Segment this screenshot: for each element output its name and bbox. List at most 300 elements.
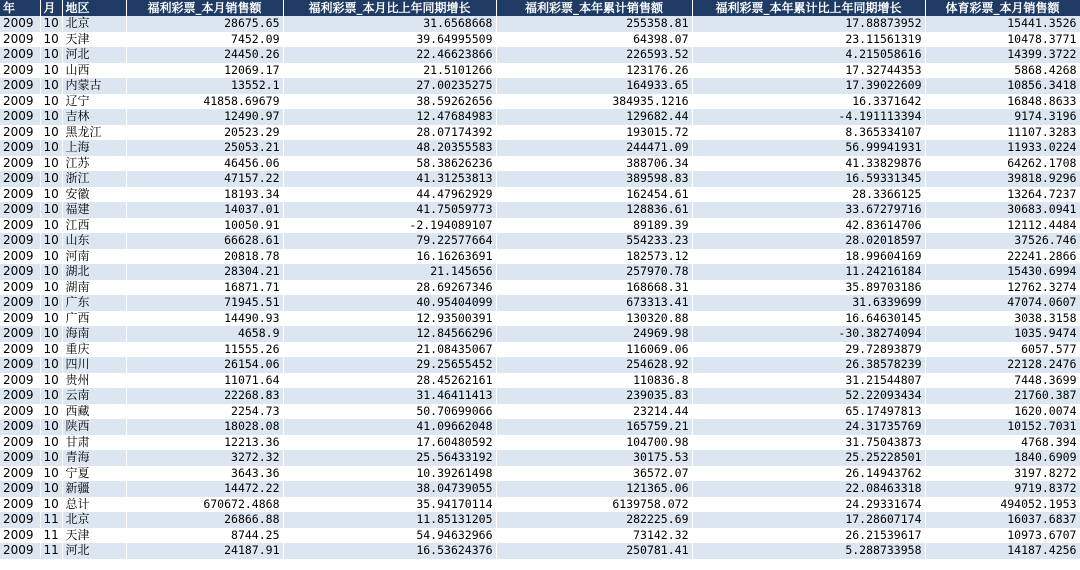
cell-region[interactable]: 新疆	[62, 481, 126, 497]
table-row[interactable]	[0, 481, 1080, 497]
cell-welfare-ytd-sales[interactable]: 239035.83	[496, 388, 692, 404]
cell-welfare-month-sales[interactable]: 12069.17	[126, 63, 283, 79]
cell-region[interactable]: 河南	[62, 249, 126, 265]
cell-sports-month-sales[interactable]: 9174.3196	[925, 109, 1080, 125]
cell-month[interactable]: 10	[40, 295, 62, 311]
cell-welfare-ytd-sales[interactable]: 226593.52	[496, 47, 692, 63]
cell-sports-month-sales[interactable]: 15430.6994	[925, 264, 1080, 280]
cell-month[interactable]: 10	[40, 47, 62, 63]
column-header-welfare-ytd-yoy[interactable]: 福利彩票_本年累计比上年同期增长	[692, 0, 925, 16]
column-header-welfare-month-yoy[interactable]: 福利彩票_本月比上年同期增长	[283, 0, 496, 16]
cell-region[interactable]: 浙江	[62, 171, 126, 187]
cell-welfare-month-sales[interactable]: 14472.22	[126, 481, 283, 497]
cell-welfare-month-yoy[interactable]: 10.39261498	[283, 466, 496, 482]
cell-sports-month-sales[interactable]: 1840.6909	[925, 450, 1080, 466]
cell-welfare-ytd-sales[interactable]: 165759.21	[496, 419, 692, 435]
cell-region[interactable]: 江西	[62, 218, 126, 234]
cell-welfare-month-yoy[interactable]: 38.59262656	[283, 94, 496, 110]
table-row[interactable]	[0, 16, 1080, 32]
cell-welfare-month-sales[interactable]: 26154.06	[126, 357, 283, 373]
cell-region[interactable]: 陕西	[62, 419, 126, 435]
cell-welfare-ytd-yoy[interactable]: 26.21539617	[692, 528, 925, 544]
table-row[interactable]	[0, 357, 1080, 373]
table-row[interactable]	[0, 342, 1080, 358]
cell-welfare-month-sales[interactable]: 3643.36	[126, 466, 283, 482]
cell-welfare-ytd-sales[interactable]: 89189.39	[496, 218, 692, 234]
cell-month[interactable]: 10	[40, 450, 62, 466]
cell-welfare-ytd-yoy[interactable]: 35.89703186	[692, 280, 925, 296]
cell-year[interactable]: 2009	[0, 125, 40, 141]
cell-month[interactable]: 10	[40, 435, 62, 451]
cell-welfare-month-yoy[interactable]: 28.07174392	[283, 125, 496, 141]
cell-year[interactable]: 2009	[0, 326, 40, 342]
cell-welfare-ytd-yoy[interactable]: 17.32744353	[692, 63, 925, 79]
cell-year[interactable]: 2009	[0, 512, 40, 528]
cell-welfare-ytd-sales[interactable]: 384935.1216	[496, 94, 692, 110]
cell-month[interactable]: 10	[40, 140, 62, 156]
cell-region[interactable]: 贵州	[62, 373, 126, 389]
cell-welfare-month-yoy[interactable]: -2.194089107	[283, 218, 496, 234]
cell-welfare-ytd-sales[interactable]: 282225.69	[496, 512, 692, 528]
table-row[interactable]	[0, 78, 1080, 94]
cell-year[interactable]: 2009	[0, 373, 40, 389]
cell-welfare-ytd-yoy[interactable]: 4.215058616	[692, 47, 925, 63]
table-row[interactable]	[0, 450, 1080, 466]
table-row[interactable]	[0, 404, 1080, 420]
cell-sports-month-sales[interactable]: 22241.2866	[925, 249, 1080, 265]
cell-region[interactable]: 天津	[62, 32, 126, 48]
table-row[interactable]	[0, 435, 1080, 451]
cell-region[interactable]: 吉林	[62, 109, 126, 125]
cell-welfare-month-yoy[interactable]: 22.46623866	[283, 47, 496, 63]
cell-region[interactable]: 云南	[62, 388, 126, 404]
cell-welfare-ytd-sales[interactable]: 182573.12	[496, 249, 692, 265]
table-row[interactable]	[0, 218, 1080, 234]
cell-welfare-month-sales[interactable]: 28675.65	[126, 16, 283, 32]
cell-welfare-month-sales[interactable]: 10050.91	[126, 218, 283, 234]
cell-month[interactable]: 11	[40, 543, 62, 559]
cell-welfare-ytd-sales[interactable]: 36572.07	[496, 466, 692, 482]
cell-year[interactable]: 2009	[0, 140, 40, 156]
cell-welfare-month-sales[interactable]: 41858.69679	[126, 94, 283, 110]
cell-welfare-ytd-sales[interactable]: 123176.26	[496, 63, 692, 79]
cell-welfare-month-yoy[interactable]: 48.20355583	[283, 140, 496, 156]
cell-welfare-ytd-sales[interactable]: 130320.88	[496, 311, 692, 327]
column-header-welfare-month-sales[interactable]: 福利彩票_本月销售额	[126, 0, 283, 16]
cell-welfare-month-sales[interactable]: 8744.25	[126, 528, 283, 544]
cell-welfare-ytd-sales[interactable]: 24969.98	[496, 326, 692, 342]
cell-sports-month-sales[interactable]: 30683.0941	[925, 202, 1080, 218]
table-row[interactable]	[0, 543, 1080, 559]
cell-welfare-month-sales[interactable]: 26866.88	[126, 512, 283, 528]
cell-welfare-month-sales[interactable]: 11555.26	[126, 342, 283, 358]
table-row[interactable]	[0, 280, 1080, 296]
table-row[interactable]	[0, 388, 1080, 404]
cell-welfare-month-sales[interactable]: 71945.51	[126, 295, 283, 311]
cell-welfare-month-sales[interactable]: 670672.4868	[126, 497, 283, 513]
cell-month[interactable]: 10	[40, 233, 62, 249]
table-row[interactable]	[0, 311, 1080, 327]
cell-welfare-month-yoy[interactable]: 28.69267346	[283, 280, 496, 296]
cell-region[interactable]: 北京	[62, 16, 126, 32]
cell-month[interactable]: 10	[40, 373, 62, 389]
cell-month[interactable]: 10	[40, 466, 62, 482]
cell-region[interactable]: 青海	[62, 450, 126, 466]
cell-sports-month-sales[interactable]: 64262.1708	[925, 156, 1080, 172]
cell-region[interactable]: 海南	[62, 326, 126, 342]
cell-welfare-ytd-sales[interactable]: 244471.09	[496, 140, 692, 156]
table-row[interactable]	[0, 140, 1080, 156]
cell-region[interactable]: 河北	[62, 543, 126, 559]
cell-welfare-ytd-yoy[interactable]: 8.365334107	[692, 125, 925, 141]
cell-welfare-month-yoy[interactable]: 31.46411413	[283, 388, 496, 404]
cell-welfare-ytd-sales[interactable]: 129682.44	[496, 109, 692, 125]
cell-welfare-ytd-sales[interactable]: 168668.31	[496, 280, 692, 296]
cell-region[interactable]: 河北	[62, 47, 126, 63]
cell-welfare-month-sales[interactable]: 18193.34	[126, 187, 283, 203]
cell-year[interactable]: 2009	[0, 466, 40, 482]
cell-welfare-ytd-yoy[interactable]: 16.59331345	[692, 171, 925, 187]
cell-welfare-ytd-sales[interactable]: 255358.81	[496, 16, 692, 32]
cell-month[interactable]: 10	[40, 218, 62, 234]
cell-welfare-ytd-sales[interactable]: 110836.8	[496, 373, 692, 389]
cell-year[interactable]: 2009	[0, 450, 40, 466]
cell-sports-month-sales[interactable]: 3038.3158	[925, 311, 1080, 327]
cell-region[interactable]: 山西	[62, 63, 126, 79]
cell-year[interactable]: 2009	[0, 47, 40, 63]
cell-month[interactable]: 10	[40, 16, 62, 32]
cell-welfare-ytd-yoy[interactable]: 24.29331674	[692, 497, 925, 513]
cell-welfare-month-yoy[interactable]: 50.70699066	[283, 404, 496, 420]
cell-month[interactable]: 10	[40, 187, 62, 203]
cell-welfare-month-yoy[interactable]: 16.53624376	[283, 543, 496, 559]
cell-welfare-ytd-yoy[interactable]: 11.24216184	[692, 264, 925, 280]
cell-welfare-ytd-yoy[interactable]: 18.99604169	[692, 249, 925, 265]
cell-month[interactable]: 10	[40, 404, 62, 420]
table-row[interactable]	[0, 419, 1080, 435]
cell-region[interactable]: 总计	[62, 497, 126, 513]
cell-welfare-ytd-yoy[interactable]: 65.17497813	[692, 404, 925, 420]
cell-year[interactable]: 2009	[0, 109, 40, 125]
cell-welfare-ytd-yoy[interactable]: 16.3371642	[692, 94, 925, 110]
cell-year[interactable]: 2009	[0, 16, 40, 32]
column-header-year[interactable]: 年	[0, 0, 40, 16]
cell-welfare-ytd-yoy[interactable]: 26.14943762	[692, 466, 925, 482]
cell-sports-month-sales[interactable]: 10152.7031	[925, 419, 1080, 435]
cell-region[interactable]: 广东	[62, 295, 126, 311]
cell-year[interactable]: 2009	[0, 435, 40, 451]
cell-year[interactable]: 2009	[0, 342, 40, 358]
cell-region[interactable]: 安徽	[62, 187, 126, 203]
table-row[interactable]	[0, 466, 1080, 482]
cell-year[interactable]: 2009	[0, 280, 40, 296]
cell-year[interactable]: 2009	[0, 156, 40, 172]
cell-welfare-ytd-sales[interactable]: 254628.92	[496, 357, 692, 373]
cell-welfare-ytd-yoy[interactable]: 31.6339699	[692, 295, 925, 311]
cell-welfare-ytd-yoy[interactable]: 17.88873952	[692, 16, 925, 32]
cell-month[interactable]: 10	[40, 249, 62, 265]
table-row[interactable]	[0, 497, 1080, 513]
cell-welfare-month-yoy[interactable]: 12.84566296	[283, 326, 496, 342]
cell-year[interactable]: 2009	[0, 295, 40, 311]
cell-region[interactable]: 广西	[62, 311, 126, 327]
cell-year[interactable]: 2009	[0, 357, 40, 373]
table-row[interactable]	[0, 233, 1080, 249]
cell-welfare-ytd-yoy[interactable]: 5.288733958	[692, 543, 925, 559]
cell-welfare-ytd-yoy[interactable]: 29.72893879	[692, 342, 925, 358]
cell-welfare-month-yoy[interactable]: 21.145656	[283, 264, 496, 280]
cell-month[interactable]: 10	[40, 481, 62, 497]
table-row[interactable]	[0, 249, 1080, 265]
cell-welfare-month-sales[interactable]: 14490.93	[126, 311, 283, 327]
cell-welfare-month-yoy[interactable]: 41.09662048	[283, 419, 496, 435]
table-row[interactable]	[0, 528, 1080, 544]
cell-month[interactable]: 10	[40, 357, 62, 373]
cell-welfare-month-sales[interactable]: 11071.64	[126, 373, 283, 389]
cell-year[interactable]: 2009	[0, 311, 40, 327]
cell-welfare-month-sales[interactable]: 28304.21	[126, 264, 283, 280]
cell-welfare-month-sales[interactable]: 12490.97	[126, 109, 283, 125]
cell-welfare-ytd-sales[interactable]: 6139758.072	[496, 497, 692, 513]
cell-welfare-month-yoy[interactable]: 41.75059773	[283, 202, 496, 218]
cell-welfare-ytd-yoy[interactable]: 31.21544807	[692, 373, 925, 389]
column-header-region[interactable]: 地区	[62, 0, 126, 16]
cell-month[interactable]: 10	[40, 326, 62, 342]
cell-year[interactable]: 2009	[0, 233, 40, 249]
cell-welfare-month-sales[interactable]: 66628.61	[126, 233, 283, 249]
cell-welfare-month-yoy[interactable]: 17.60480592	[283, 435, 496, 451]
cell-welfare-month-sales[interactable]: 14037.01	[126, 202, 283, 218]
cell-welfare-ytd-yoy[interactable]: 56.99941931	[692, 140, 925, 156]
cell-year[interactable]: 2009	[0, 78, 40, 94]
cell-month[interactable]: 11	[40, 528, 62, 544]
cell-welfare-month-sales[interactable]: 13552.1	[126, 78, 283, 94]
cell-welfare-month-yoy[interactable]: 11.85131205	[283, 512, 496, 528]
cell-month[interactable]: 10	[40, 94, 62, 110]
cell-year[interactable]: 2009	[0, 419, 40, 435]
cell-sports-month-sales[interactable]: 11933.0224	[925, 140, 1080, 156]
cell-welfare-ytd-sales[interactable]: 162454.61	[496, 187, 692, 203]
cell-region[interactable]: 重庆	[62, 342, 126, 358]
cell-sports-month-sales[interactable]: 1620.0074	[925, 404, 1080, 420]
cell-sports-month-sales[interactable]: 5868.4268	[925, 63, 1080, 79]
cell-welfare-ytd-sales[interactable]: 128836.61	[496, 202, 692, 218]
cell-welfare-ytd-yoy[interactable]: 17.39022609	[692, 78, 925, 94]
cell-welfare-month-yoy[interactable]: 79.22577664	[283, 233, 496, 249]
cell-sports-month-sales[interactable]: 14399.3722	[925, 47, 1080, 63]
cell-welfare-ytd-yoy[interactable]: 28.02018597	[692, 233, 925, 249]
cell-sports-month-sales[interactable]: 11107.3283	[925, 125, 1080, 141]
cell-sports-month-sales[interactable]: 7448.3699	[925, 373, 1080, 389]
cell-welfare-month-yoy[interactable]: 12.47684983	[283, 109, 496, 125]
cell-year[interactable]: 2009	[0, 249, 40, 265]
cell-welfare-ytd-sales[interactable]: 389598.83	[496, 171, 692, 187]
cell-month[interactable]: 10	[40, 280, 62, 296]
cell-welfare-month-yoy[interactable]: 21.5101266	[283, 63, 496, 79]
cell-welfare-month-yoy[interactable]: 31.6568668	[283, 16, 496, 32]
cell-welfare-month-sales[interactable]: 25053.21	[126, 140, 283, 156]
cell-sports-month-sales[interactable]: 21760.387	[925, 388, 1080, 404]
cell-sports-month-sales[interactable]: 9719.8372	[925, 481, 1080, 497]
table-row[interactable]	[0, 94, 1080, 110]
cell-welfare-month-sales[interactable]: 2254.73	[126, 404, 283, 420]
cell-month[interactable]: 10	[40, 63, 62, 79]
cell-sports-month-sales[interactable]: 15441.3526	[925, 16, 1080, 32]
table-row[interactable]	[0, 125, 1080, 141]
cell-sports-month-sales[interactable]: 16848.8633	[925, 94, 1080, 110]
cell-welfare-ytd-sales[interactable]: 388706.34	[496, 156, 692, 172]
table-row[interactable]	[0, 264, 1080, 280]
cell-year[interactable]: 2009	[0, 63, 40, 79]
cell-sports-month-sales[interactable]: 10856.3418	[925, 78, 1080, 94]
cell-welfare-month-yoy[interactable]: 40.95404099	[283, 295, 496, 311]
cell-welfare-ytd-yoy[interactable]: 26.38578239	[692, 357, 925, 373]
cell-welfare-month-yoy[interactable]: 39.64995509	[283, 32, 496, 48]
table-row[interactable]	[0, 512, 1080, 528]
table-row[interactable]	[0, 326, 1080, 342]
table-row[interactable]	[0, 171, 1080, 187]
cell-year[interactable]: 2009	[0, 543, 40, 559]
table-row[interactable]	[0, 47, 1080, 63]
table-row[interactable]	[0, 373, 1080, 389]
cell-welfare-ytd-yoy[interactable]: 31.75043873	[692, 435, 925, 451]
cell-sports-month-sales[interactable]: 6057.577	[925, 342, 1080, 358]
cell-sports-month-sales[interactable]: 4768.394	[925, 435, 1080, 451]
cell-region[interactable]: 江苏	[62, 156, 126, 172]
cell-region[interactable]: 山东	[62, 233, 126, 249]
cell-welfare-ytd-sales[interactable]: 116069.06	[496, 342, 692, 358]
cell-sports-month-sales[interactable]: 16037.6837	[925, 512, 1080, 528]
cell-welfare-ytd-yoy[interactable]: 24.31735769	[692, 419, 925, 435]
cell-welfare-month-yoy[interactable]: 12.93500391	[283, 311, 496, 327]
cell-month[interactable]: 10	[40, 419, 62, 435]
cell-region[interactable]: 湖北	[62, 264, 126, 280]
cell-region[interactable]: 湖南	[62, 280, 126, 296]
cell-welfare-ytd-yoy[interactable]: 16.64630145	[692, 311, 925, 327]
cell-welfare-month-yoy[interactable]: 27.00235275	[283, 78, 496, 94]
cell-year[interactable]: 2009	[0, 202, 40, 218]
cell-month[interactable]: 10	[40, 32, 62, 48]
cell-welfare-month-yoy[interactable]: 58.38626236	[283, 156, 496, 172]
cell-welfare-month-sales[interactable]: 46456.06	[126, 156, 283, 172]
cell-region[interactable]: 四川	[62, 357, 126, 373]
cell-welfare-ytd-yoy[interactable]: 41.33829876	[692, 156, 925, 172]
cell-region[interactable]: 甘肃	[62, 435, 126, 451]
cell-region[interactable]: 天津	[62, 528, 126, 544]
cell-month[interactable]: 10	[40, 264, 62, 280]
cell-sports-month-sales[interactable]: 1035.9474	[925, 326, 1080, 342]
cell-region[interactable]: 北京	[62, 512, 126, 528]
cell-year[interactable]: 2009	[0, 528, 40, 544]
cell-welfare-ytd-yoy[interactable]: 25.25228501	[692, 450, 925, 466]
cell-welfare-ytd-sales[interactable]: 73142.32	[496, 528, 692, 544]
cell-year[interactable]: 2009	[0, 94, 40, 110]
column-header-month[interactable]: 月	[40, 0, 62, 16]
cell-month[interactable]: 10	[40, 171, 62, 187]
cell-region[interactable]: 上海	[62, 140, 126, 156]
cell-welfare-ytd-yoy[interactable]: -4.191113394	[692, 109, 925, 125]
cell-welfare-month-sales[interactable]: 16871.71	[126, 280, 283, 296]
table-row[interactable]	[0, 63, 1080, 79]
cell-sports-month-sales[interactable]: 47074.0607	[925, 295, 1080, 311]
cell-welfare-ytd-yoy[interactable]: -30.38274094	[692, 326, 925, 342]
column-header-sports-month-sales[interactable]: 体育彩票_本月销售额	[925, 0, 1080, 16]
cell-welfare-ytd-sales[interactable]: 23214.44	[496, 404, 692, 420]
cell-welfare-ytd-yoy[interactable]: 17.28607174	[692, 512, 925, 528]
cell-month[interactable]: 10	[40, 109, 62, 125]
cell-welfare-month-yoy[interactable]: 54.94632966	[283, 528, 496, 544]
cell-welfare-ytd-sales[interactable]: 64398.07	[496, 32, 692, 48]
cell-year[interactable]: 2009	[0, 187, 40, 203]
cell-welfare-month-sales[interactable]: 24187.91	[126, 543, 283, 559]
cell-region[interactable]: 内蒙古	[62, 78, 126, 94]
cell-welfare-ytd-sales[interactable]: 193015.72	[496, 125, 692, 141]
cell-month[interactable]: 10	[40, 125, 62, 141]
cell-year[interactable]: 2009	[0, 497, 40, 513]
cell-region[interactable]: 福建	[62, 202, 126, 218]
cell-sports-month-sales[interactable]: 494052.1953	[925, 497, 1080, 513]
column-header-welfare-ytd-sales[interactable]: 福利彩票_本年累计销售额	[496, 0, 692, 16]
cell-year[interactable]: 2009	[0, 264, 40, 280]
cell-region[interactable]: 黑龙江	[62, 125, 126, 141]
cell-year[interactable]: 2009	[0, 218, 40, 234]
table-row[interactable]	[0, 295, 1080, 311]
cell-month[interactable]: 11	[40, 512, 62, 528]
cell-welfare-ytd-sales[interactable]: 673313.41	[496, 295, 692, 311]
cell-sports-month-sales[interactable]: 10478.3771	[925, 32, 1080, 48]
cell-sports-month-sales[interactable]: 13264.7237	[925, 187, 1080, 203]
cell-welfare-ytd-sales[interactable]: 104700.98	[496, 435, 692, 451]
table-row[interactable]	[0, 187, 1080, 203]
cell-region[interactable]: 宁夏	[62, 466, 126, 482]
cell-month[interactable]: 10	[40, 497, 62, 513]
cell-welfare-month-sales[interactable]: 47157.22	[126, 171, 283, 187]
table-row[interactable]	[0, 32, 1080, 48]
cell-year[interactable]: 2009	[0, 32, 40, 48]
cell-welfare-month-yoy[interactable]: 44.47962929	[283, 187, 496, 203]
cell-welfare-ytd-sales[interactable]: 30175.53	[496, 450, 692, 466]
cell-sports-month-sales[interactable]: 14187.4256	[925, 543, 1080, 559]
cell-welfare-ytd-yoy[interactable]: 28.3366125	[692, 187, 925, 203]
cell-welfare-month-yoy[interactable]: 35.94170114	[283, 497, 496, 513]
cell-welfare-ytd-yoy[interactable]: 52.22093434	[692, 388, 925, 404]
cell-welfare-ytd-yoy[interactable]: 22.08463318	[692, 481, 925, 497]
cell-welfare-month-sales[interactable]: 24450.26	[126, 47, 283, 63]
cell-welfare-ytd-sales[interactable]: 121365.06	[496, 481, 692, 497]
cell-welfare-month-yoy[interactable]: 28.45262161	[283, 373, 496, 389]
table-row[interactable]	[0, 202, 1080, 218]
cell-month[interactable]: 10	[40, 202, 62, 218]
cell-month[interactable]: 10	[40, 388, 62, 404]
cell-welfare-month-yoy[interactable]: 16.16263691	[283, 249, 496, 265]
cell-welfare-month-yoy[interactable]: 41.31253813	[283, 171, 496, 187]
cell-sports-month-sales[interactable]: 39818.9296	[925, 171, 1080, 187]
cell-sports-month-sales[interactable]: 3197.8272	[925, 466, 1080, 482]
cell-year[interactable]: 2009	[0, 481, 40, 497]
cell-region[interactable]: 西藏	[62, 404, 126, 420]
cell-year[interactable]: 2009	[0, 171, 40, 187]
cell-welfare-ytd-yoy[interactable]: 23.11561319	[692, 32, 925, 48]
cell-month[interactable]: 10	[40, 78, 62, 94]
cell-sports-month-sales[interactable]: 10973.6707	[925, 528, 1080, 544]
cell-region[interactable]: 辽宁	[62, 94, 126, 110]
cell-welfare-month-yoy[interactable]: 21.08435067	[283, 342, 496, 358]
cell-sports-month-sales[interactable]: 12112.4484	[925, 218, 1080, 234]
cell-month[interactable]: 10	[40, 156, 62, 172]
cell-sports-month-sales[interactable]: 22128.2476	[925, 357, 1080, 373]
cell-welfare-ytd-sales[interactable]: 257970.78	[496, 264, 692, 280]
cell-welfare-ytd-sales[interactable]: 554233.23	[496, 233, 692, 249]
